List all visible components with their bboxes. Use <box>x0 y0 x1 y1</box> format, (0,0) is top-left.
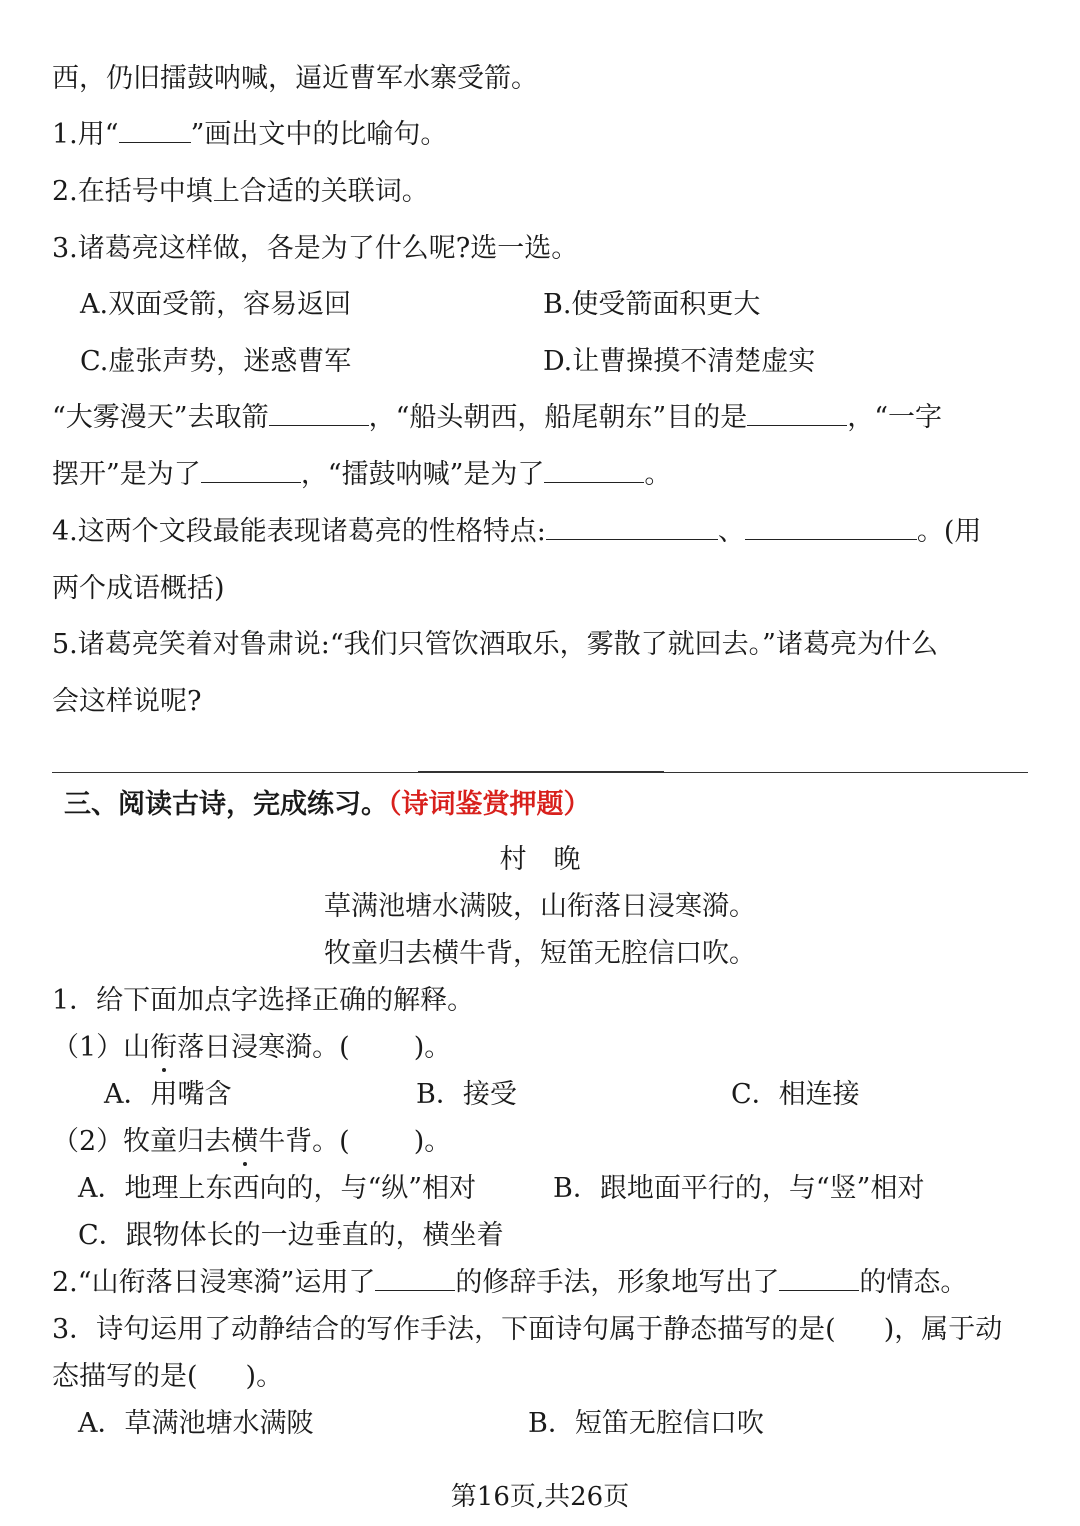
q2-text: 的修辞手法，形象地写出了 <box>455 1267 780 1298</box>
poem-q1-2-option-a: A．地理上东西向的，与“纵”相对 <box>78 1173 477 1204</box>
fill-text: “大雾漫天”去取箭 <box>52 402 269 433</box>
section-3-tag: （诗词鉴赏押题） <box>388 789 591 820</box>
poem-q1-1-option-a: A．用嘴含 <box>104 1079 232 1110</box>
answer-blank[interactable] <box>375 1266 455 1291</box>
answer-blank[interactable] <box>747 401 847 426</box>
page-number: 第16页,共26页 <box>450 1482 630 1512</box>
poem-q1-1-option-c: C．相连接 <box>731 1079 860 1110</box>
question-3-option-a: A.双面受箭，容易返回 <box>80 289 352 320</box>
fill-text: 摆开”是为了 <box>52 459 201 490</box>
poem-line-1: 草满池塘水满陂，山衔落日浸寒漪。 <box>324 891 756 922</box>
poem-line-2: 牧童归去横牛背，短笛无腔信口吹。 <box>324 938 756 969</box>
poem-q1-2-option-c: C．跟物体长的一边垂直的，横坐着 <box>78 1220 504 1251</box>
q1-2-pre: （2）牧童归去 <box>52 1126 232 1157</box>
q1-1-post: 落日浸寒漪。( <box>177 1032 350 1063</box>
q3-text: )，属于动 <box>883 1314 1003 1345</box>
fill-text: ，“擂鼓呐喊”是为了 <box>300 459 545 490</box>
q3-text: 态描写的是( <box>52 1361 198 1392</box>
question-5-line-2: 会这样说呢? <box>52 686 202 717</box>
question-3-option-d: D.让曹操摸不清楚虚实 <box>543 346 816 377</box>
question-3-fill-line-2 <box>52 458 671 492</box>
q1-1-end: )。 <box>413 1032 452 1063</box>
fill-text: ，“一字 <box>847 402 943 433</box>
poem-title: 村 晚 <box>499 844 581 875</box>
passage-continuation: 西，仍旧擂鼓呐喊，逼近曹军水寨受箭。 <box>52 63 538 94</box>
poem-question-1-1 <box>52 1031 451 1065</box>
q1-2-end: )。 <box>413 1126 452 1157</box>
q3-text: )。 <box>245 1361 284 1392</box>
poem-q3-option-a: A．草满池塘水满陂 <box>78 1408 314 1439</box>
poem-q3-option-b: B．短笛无腔信口吹 <box>528 1408 764 1439</box>
question-3-fill-line-1 <box>52 401 942 435</box>
question-4-sep: 、 <box>717 516 745 547</box>
question-3-option-b: B.使受箭面积更大 <box>543 289 761 320</box>
poem-question-1-2 <box>52 1125 451 1159</box>
q3-text: 3．诗句运用了动静结合的写作手法，下面诗句属于静态描写的是( <box>52 1314 836 1345</box>
q1-2-post: 牛背。( <box>258 1126 350 1157</box>
question-1 <box>52 118 447 152</box>
question-5: 5.诸葛亮笑着对鲁肃说:“我们只管饮酒取乐，雾散了就回去。”诸葛亮为什么 <box>52 629 938 660</box>
answer-blank[interactable] <box>119 118 191 143</box>
poem-question-3 <box>52 1313 1002 1347</box>
section-3-title: 三、阅读古诗，完成练习。 <box>64 789 388 820</box>
question-4-line-2: 两个成语概括) <box>52 573 225 604</box>
poem-question-2 <box>52 1266 967 1300</box>
poem-question-1: 1．给下面加点字选择正确的解释。 <box>52 985 475 1016</box>
answer-blank[interactable] <box>779 1266 859 1291</box>
question-1-text-end: ”画出文中的比喻句。 <box>190 119 448 150</box>
q2-text: 的情态。 <box>859 1267 968 1298</box>
section-3-heading <box>64 788 591 822</box>
fill-text: 。 <box>644 459 672 490</box>
question-4 <box>52 515 981 549</box>
question-4-text: 4.这两个文段最能表现诸葛亮的性格特点: <box>52 516 546 547</box>
poem-q1-1-option-b: B．接受 <box>416 1079 517 1110</box>
q1-1-pre: （1）山 <box>52 1032 151 1063</box>
poem-q1-2-option-b: B．跟地面平行的，与“竖”相对 <box>553 1173 925 1204</box>
question-3-option-c: C.虚张声势，迷惑曹军 <box>80 346 352 377</box>
fill-text: ，“船头朝西，船尾朝东”目的是 <box>368 402 748 433</box>
dotted-character: 横 <box>231 1126 259 1157</box>
question-1-text: 1.用“ <box>52 119 119 150</box>
answer-blank[interactable] <box>745 515 917 540</box>
dotted-character: 衔 <box>150 1032 178 1063</box>
poem-question-3-line-2 <box>52 1360 283 1394</box>
question-2: 2.在括号中填上合适的关联词。 <box>52 176 429 207</box>
section-divider-accent <box>418 771 664 773</box>
question-3: 3.诸葛亮这样做，各是为了什么呢?选一选。 <box>52 233 579 264</box>
question-4-text-end: 。(用 <box>916 516 982 547</box>
answer-blank[interactable] <box>544 458 644 483</box>
answer-blank[interactable] <box>201 458 301 483</box>
answer-blank[interactable] <box>546 515 718 540</box>
answer-blank[interactable] <box>269 401 369 426</box>
q2-text: 2.“山衔落日浸寒漪”运用了 <box>52 1267 376 1298</box>
